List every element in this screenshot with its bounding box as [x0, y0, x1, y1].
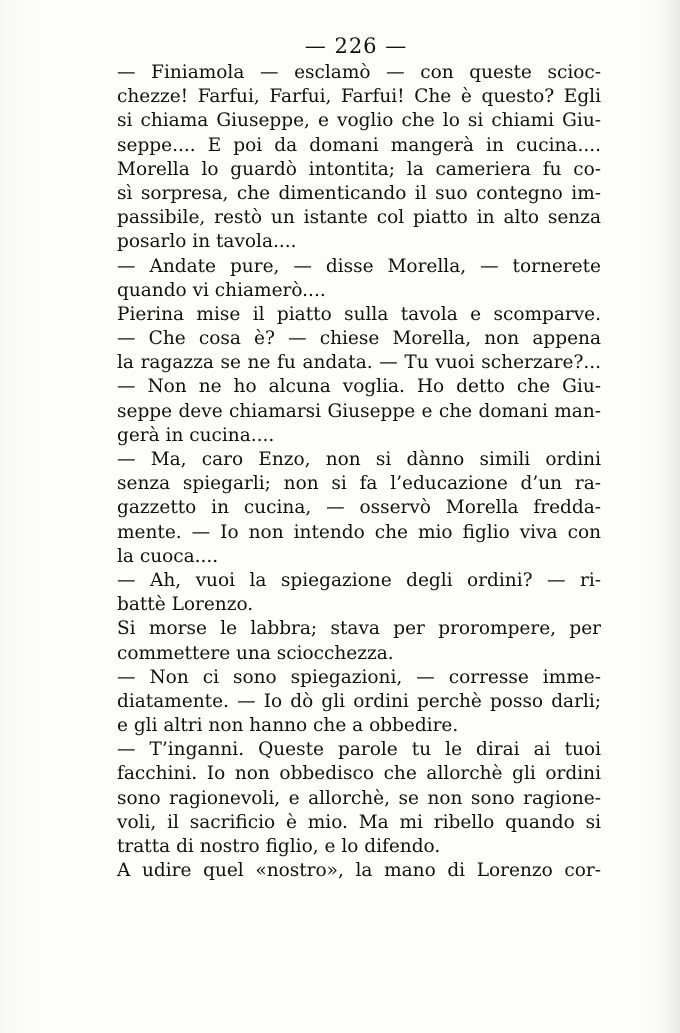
text-line: — T’inganni. Queste parole tu le dirai ai tuoi [117, 739, 601, 761]
text-line: chezze! Farfui, Farfui, Farfui! Che è questo? Egli [117, 86, 601, 108]
text-line: battè Lorenzo. [117, 594, 254, 616]
text-line: — Che cosa è? — chiese Morella, non appena [117, 328, 601, 350]
text-line: gazzetto in cucina, — osservò Morella fredda- [117, 497, 601, 519]
text-line: Morella lo guardò intontita; la cameriera fu co- [117, 158, 601, 180]
text-line: voli, il sacrificio è mio. Ma mi ribello quando si [117, 811, 601, 833]
text-line: — Finiamola — esclamò — con queste scioc- [117, 62, 601, 83]
text-line: e gli altri non hanno che a obbedire. [117, 715, 459, 737]
text-line: — Ma, caro Enzo, non si dànno simili ordini [117, 449, 601, 470]
text-line: A udire quel «nostro», la mano di Lorenzo cor- [117, 860, 601, 882]
text-line: seppe.... E poi da domani mangerà in cucina.... [117, 134, 601, 156]
text-line: quando vi chiamerò.... [117, 279, 326, 301]
text-line: commettere una sciocchezza. [117, 642, 394, 664]
page-number: — 226 — [304, 34, 408, 58]
text-line: tratta di nostro figlio, e lo difendo. [117, 836, 441, 857]
text-line: passibile, restò un istante col piatto in alto senza [117, 207, 601, 229]
text-line: la ragazza se ne fu andata. — Tu vuoi scherzare?... [117, 352, 601, 374]
text-line: sono ragionevoli, e allorchè, se non sono ragione- [117, 787, 601, 809]
text-line: facchini. Io non obbedisco che allorchè gli ordini [117, 763, 601, 785]
text-line: senza spiegarli; non si fa l’educazione d’un ra- [117, 473, 601, 495]
text-line: gerà in cucina.... [117, 424, 275, 446]
text-line: si chiama Giuseppe, e voglio che lo si chiami Giu- [117, 110, 601, 132]
page-edge-shadow [662, 0, 680, 1033]
text-line: seppe deve chiamarsi Giuseppe e che domani man- [117, 400, 601, 422]
text-line: — Andate pure, — disse Morella, — tornerete [117, 255, 601, 277]
text-line: Si morse le labbra; stava per prorompere, per [117, 618, 601, 640]
text-line: — Ah, vuoi la spiegazione degli ordini? — ri- [117, 569, 601, 591]
text-line: — Non ne ho alcuna voglia. Ho detto che Giu- [117, 376, 601, 398]
body-text [117, 61, 601, 883]
text-line: sì sorpresa, che dimenticando il suo contegno im- [117, 182, 601, 204]
text-line: mente. — Io non intendo che mio figlio viva con [117, 521, 601, 543]
text-line: Pierina mise il piatto sulla tavola e scomparve. [117, 303, 601, 325]
text-line: posarlo in tavola.... [117, 231, 297, 253]
text-line: diatamente. — Io dò gli ordini perchè posso darli; [117, 690, 601, 712]
text-line: — Non ci sono spiegazioni, — corresse imme- [117, 666, 601, 688]
text-line: la cuoca.... [117, 545, 219, 567]
